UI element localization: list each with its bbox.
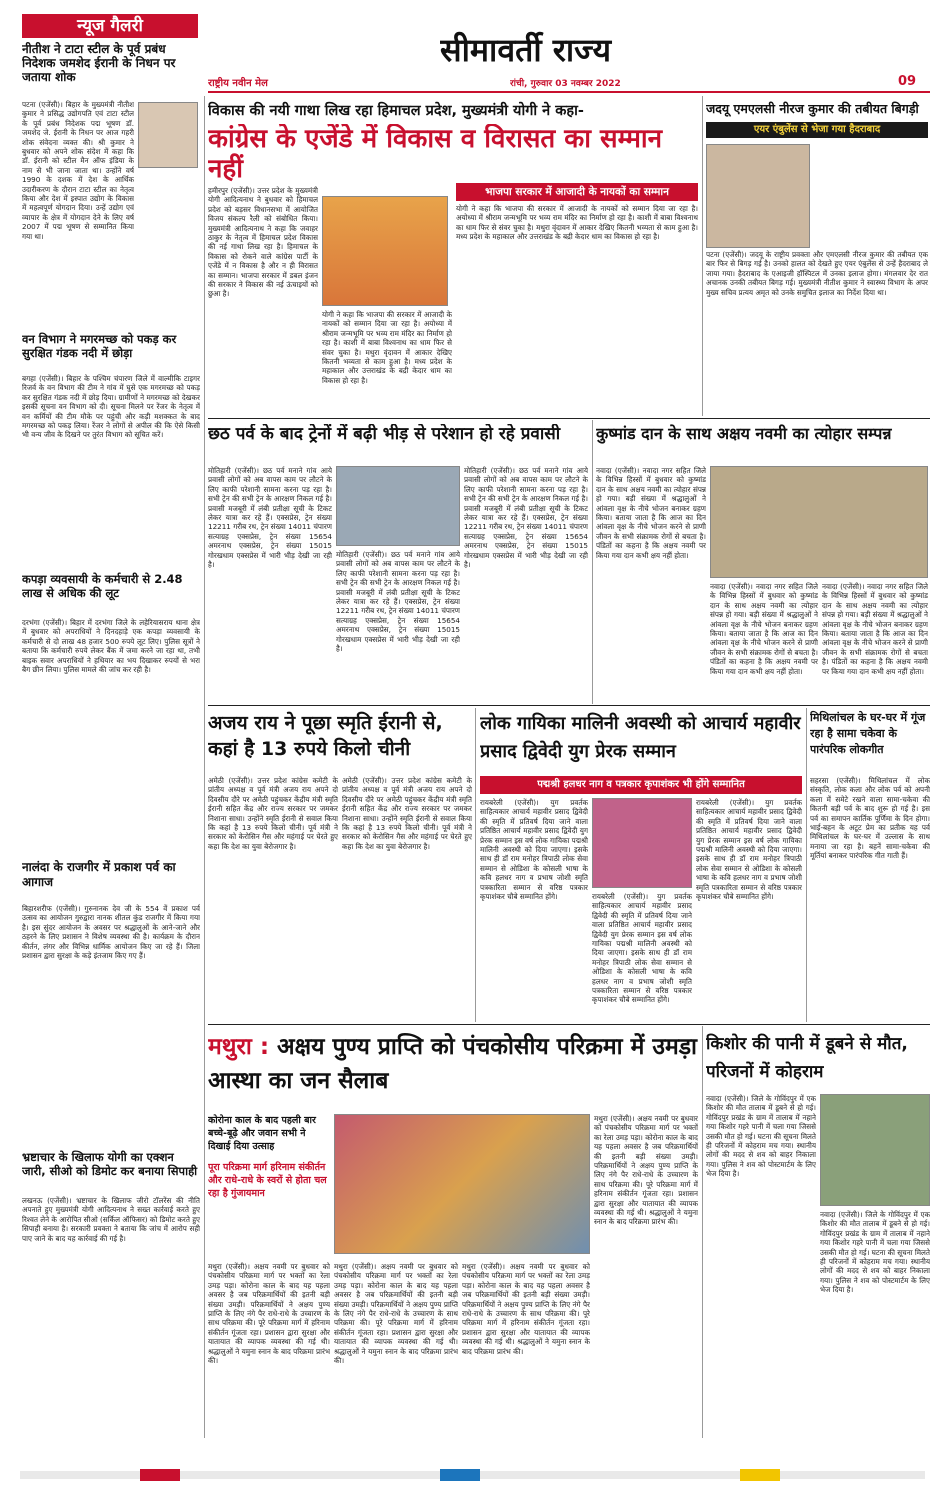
mathura-headline-text: अक्षय पुण्य प्राप्ति को पंचकोसीय परिक्रमा में उमड़ा आस्था का जन सैलाब <box>208 1034 697 1094</box>
row-rule-1 <box>208 418 930 419</box>
col-divider-3 <box>475 708 476 1022</box>
ajay-headline: अजय राय ने पूछा स्मृति ईरानी से, कहां है 13 रुपये किलो चीनी <box>208 712 443 760</box>
registration-marks <box>20 1467 925 1483</box>
malini-body-cont: रायबरेली (एजेंसी)। युग प्रवर्तक साहित्यकार आचार्य महावीर प्रसाद द्विवेदी की स्मृति में प्रतिवर्ष दिया जाने वाला प्रतिष्ठित आचार्य महावीर प्रसाद द्विवेदी युग प्रेरक सम्मान इस वर्ष लोक गायिका पद्मश्री मालिनी अवस्थी को दिया जाएगा। इसके साथ ही डॉ राम मनोहर त्रिपाठी लोक सेवा सम्मान से ओडिशा के कोसली भाषा के कवि हलधर नाग व प्रभाष जोशी स्मृति पत्रकारिता सम्मान से वरिष्ठ पत्रकार कृपाशंकर चौबे सम्मानित होंगे। <box>592 892 692 1005</box>
row-rule-3 <box>208 1024 930 1025</box>
mathura-headline-place: मथुरा : <box>208 1034 270 1060</box>
malini-body-col3: रायबरेली (एजेंसी)। युग प्रवर्तक साहित्यकार आचार्य महावीर प्रसाद द्विवेदी की स्मृति में प्रतिवर्ष दिया जाने वाला प्रतिष्ठित आचार्य महावीर प्रसाद द्विवेदी युग प्रेरक सम्मान इस वर्ष लोक गायिका पद्मश्री मालिनी अवस्थी को दिया जाएगा। इसके साथ ही डॉ राम मनोहर त्रिपाठी लोक सेवा सम्मान से ओडिशा के कोसली भाषा के कवि हलधर नाग व प्रभाष जोशी स्मृति पत्रकारिता सम्मान से वरिष्ठ पत्रकार कृपाशंकर चौबे सम्मानित होंगे। <box>696 798 802 902</box>
mathura-body: मथुरा (एजेंसी)। अक्षय नवमी पर बुधवार को पंचकोसीय परिक्रमा मार्ग पर भक्तों का रेला उमड़ पड़ा। कोरोना काल के बाद यह पहला अवसर है जब परिक्रमार्थियों की इतनी बड़ी संख्या उमड़ी। परिक्रमार्थियों ने अक्षय पुण्य प्राप्ति के लिए नंगे पैर राधे-राधे के उच्चारण के साथ परिक्रमा की। पूरे परिक्रमा मार्ग में हरिनाम संकीर्तन गूंजता रहा। प्रशासन द्वारा सुरक्षा और यातायात की व्यापक व्यवस्था की गई थी। श्रद्धालुओं ने यमुना स्नान के बाद परिक्रमा प्रारंभ की। <box>208 1262 330 1366</box>
malini-subhead: पद्मश्री हलधर नाग व पत्रकार कृपाशंकर भी होंगे सम्मानित <box>480 776 802 794</box>
neeraj-body: पटना (एजेंसी)। जदयू के राष्ट्रीय प्रवक्ता और एमएलसी नीरज कुमार की तबीयत एक बार फिर से बिगड़ गई है। उनको हालत को देखते हुए एयर एंबुलेंस से उन्हें हैदराबाद ले जाया गया। हैदराबाद के एआइजी हॉस्पिटल में उनका इलाज होगा। मंगलवार देर रात अचानक उनकी तबीयत बिगड़ गई। मुख्यमंत्री नीतीश कुमार ने स्वास्थ्य विभाग के अपर मुख्य सचिव प्रत्यय अमृत को उनके समुचित इलाज का निर्देश दिया था। <box>706 250 928 297</box>
lead-body-cont: योगी ने कहा कि भाजपा की सरकार में आजादी के नायकों को सम्मान दिया जा रहा है। अयोध्या में श्रीराम जन्मभूमि पर भव्य राम मंदिर का निर्माण हो रहा है। काशी में बाबा विश्वनाथ का धाम फिर से संवर चुका है। मथुरा वृंदावन में आकार देखिए कितनी भव्यता से काम हुआ है। मध्य प्रदेश के महाकाल और उत्तराखंड के बद्री केदार धाम का विकास हो रहा है। <box>322 310 452 385</box>
navami-body: नवादा (एजेंसी)। नवादा नगर सहित जिले के विभिन्न हिस्सों में बुधवार को कुष्मांड दान के साथ अक्षय नवमी का त्योहार संपन्न हो गया। बड़ी संख्या में श्रद्धालुओं ने आंवला वृक्ष के नीचे भोजन बनाकर ग्रहण किया। बताया जाता है कि आज का दिन आंवला वृक्ष के नीचे भोजन करने से प्राणी जीवन के सभी संक्रामक रोगों से बचता है। पंडितों का कहना है कि अक्षय नवमी पर किया गया दान कभी क्षय नहीं होता। <box>596 466 706 560</box>
mathura-body-col4: मथुरा (एजेंसी)। अक्षय नवमी पर बुधवार को पंचकोसीय परिक्रमा मार्ग पर भक्तों का रेला उमड़ पड़ा। कोरोना काल के बाद यह पहला अवसर है जब परिक्रमार्थियों की इतनी बड़ी संख्या उमड़ी। परिक्रमार्थियों ने अक्षय पुण्य प्राप्ति के लिए नंगे पैर राधे-राधे के उच्चारण के साथ परिक्रमा की। पूरे परिक्रमा मार्ग में हरिनाम संकीर्तन गूंजता रहा। प्रशासन द्वारा सुरक्षा और यातायात की व्यापक व्यवस्था की गई थी। श्रद्धालुओं ने यमुना स्नान के बाद परिक्रमा प्रारंभ की। <box>594 1114 698 1227</box>
ajay-body-cont: अमेठी (एजेंसी)। उत्तर प्रदेश कांग्रेस कमेटी के प्रांतीय अध्यक्ष व पूर्व मंत्री अजय राय अपने दो दिवसीय दौरे पर अमेठी पहुंचकर केंद्रीय मंत्री स्मृति ईरानी सहित केंद्र और राज्य सरकार पर जमकर निशाना साधा। उन्होंने स्मृति ईरानी से सवाल किया कि कहां है 13 रुपये किलो चीनी। पूर्व मंत्री ने सरकार को केरोसिन गैस और महंगाई पर घेरते हुए कहा कि देश का युवा बेरोजगार है। <box>342 776 472 851</box>
sidebar-story1-title: नीतीश ने टाटा स्टील के पूर्व प्रबंध निदेशक जमशेद ईरानी के निधन पर जताया शोक <box>22 42 176 84</box>
mathura-body-col2: मथुरा (एजेंसी)। अक्षय नवमी पर बुधवार को पंचकोसीय परिक्रमा मार्ग पर भक्तों का रेला उमड़ पड़ा। कोरोना काल के बाद यह पहला अवसर है जब परिक्रमार्थियों की इतनी बड़ी संख्या उमड़ी। परिक्रमार्थियों ने अक्षय पुण्य प्राप्ति के लिए नंगे पैर राधे-राधे के उच्चारण के साथ परिक्रमा की। पूरे परिक्रमा मार्ग में हरिनाम संकीर्तन गूंजता रहा। प्रशासन द्वारा सुरक्षा और यातायात की व्यापक व्यवस्था की गई थी। श्रद्धालुओं ने यमुना स्नान के बाद परिक्रमा प्रारंभ की। <box>334 1262 458 1366</box>
page-number: 09 <box>898 74 917 89</box>
nitish-photo <box>138 102 198 168</box>
col-divider-2 <box>592 420 593 704</box>
sidebar-divider <box>204 96 205 1438</box>
chhath-body-cont: मोतिहारी (एजेंसी)। छठ पर्व मनाने गांव आये प्रवासी लोगों को अब वापस काम पर लौटने के लिए काफी परेशानी सामना करना पड़ रहा है। सभी ट्रेन की सभी ट्रेन के आरक्षण निकल गई है। प्रवासी मजबूरी में लंबी प्रतीक्षा सूची के टिकट लेकर यात्रा कर रहे हैं। एक्सप्रेस, ट्रेन संख्या 12211 गरीब रथ, ट्रेन संख्या 14011 चंपारण सत्याग्रह एक्सप्रेस, ट्रेन संख्या 15654 अमरनाथ एक्सप्रेस, ट्रेन संख्या 15015 गोरखधाम एक्सप्रेस में भारी भीड़ देखी जा रही है। <box>336 550 460 654</box>
sidebar-story1-body: पटना (एजेंसी)। बिहार के मुख्यमंत्री नीतीश कुमार ने प्रसिद्ध उद्योगपति एवं टाटा स्टील के पूर्व प्रबंध निदेशक पद्म भूषण डॉ. जमशेद जे. ईरानी के निधन पर आज गहरी शोक संवेदना व्यक्त की। श्री कुमार ने बुधवार को अपने शोक संदेश में कहा कि डॉ. ईरानी को स्टील मैन ऑफ इंडिया के नाम से भी जाना जाता था। उन्होंने वर्ष 1990 के दशक में देश के आर्थिक उदारीकरण के दौरान टाटा स्टील का नेतृत्व किया और देश में इस्पात उद्योग के विकास में महत्वपूर्ण योगदान दिया। उन्हें उद्योग एवं व्यापार के क्षेत्र में योगदान देने के लिए वर्ष 2007 में पद्म भूषण से सम्मानित किया गया था। <box>22 100 134 241</box>
sidebar-story2-body: बगहा (एजेंसी)। बिहार के पश्चिम चंपारण जिले में वाल्मीकि टाइगर रिजर्व के वन विभाग की टीम ने गांव में घुसे एक मगरमच्छ को पकड़ कर सुरक्षित गंडक नदी में छोड़ दिया। ग्रामीणों ने मगरमच्छ को देखकर इसकी सूचना वन विभाग को दी। सूचना मिलने पर रेंजर के नेतृत्व में वन कर्मियों की टीम मौके पर पहुंची और कड़ी मशक्कत के बाद मगरमच्छ को पकड़ लिया। रेंजर ने लोगों से अपील की कि ऐसे किसी भी वन्य जीव के दिखने पर तुरंत विभाग को सूचित करें। <box>22 374 200 440</box>
neeraj-subhead: एयर एंबुलेंस से भेजा गया हैदराबाद <box>706 122 928 138</box>
mithila-body: सहरसा (एजेंसी)। मिथिलांचल में लोक संस्कृति, लोक कला और लोक पर्व को अपनी कला में समेटे रखने वाला सामा-चकेवा की कितनी बड़ी पर्व के बाद शुरू हो गई है। इस पर्व का समापन कार्तिक पूर्णिमा के दिन होगा। भाई-बहन के अटूट प्रेम का प्रतीक यह पर्व मिथिलांचल के घर-घर में उल्लास के साथ मनाया जा रहा है। बहनें सामा-चकेवा की मूर्तियां बनाकर पारंपरिक गीत गाती हैं। <box>810 776 930 861</box>
lead-body2: योगी ने कहा कि भाजपा की सरकार में आजादी के नायकों को सम्मान दिया जा रहा है। अयोध्या में श्रीराम जन्मभूमि पर भव्य राम मंदिर का निर्माण हो रहा है। काशी में बाबा विश्वनाथ का धाम फिर से संवर चुका है। मथुरा वृंदावन में आकार देखिए कितनी भव्यता से काम हुआ है। मध्य प्रदेश के महाकाल और उत्तराखंड के बद्री केदार धाम का विकास हो रहा है। <box>456 204 698 242</box>
yogi-photo <box>322 196 448 306</box>
lead-kicker: विकास की नयी गाथा लिख रहा हिमाचल प्रदेश, मुख्यमंत्री योगी ने कहा- <box>208 103 584 119</box>
chhath-photo <box>336 466 460 546</box>
lead-body: हमीरपुर (एजेंसी)। उत्तर प्रदेश के मुख्यमंत्री योगी आदित्यनाथ ने बुधवार को हिमाचल प्रदेश को बड़सर विधानसभा में आयोजित विजय संकल्प रैली को संबोधित किया। मुख्यमंत्री आदित्यनाथ ने कहा कि जवाहर ठाकुर के नेतृत्व में हिमाचल प्रदेश विकास की नई गाथा लिख रहा है। हिमाचल के विकास को रोकने वाले कांग्रेस पार्टी के एजेंडे में न विकास है और न ही विरासत का सम्मान। भाजपा सरकार में डबल इंजन की सरकार ने विकास की नई ऊंचाइयों को छुआ है। <box>208 186 318 299</box>
row-rule-2 <box>208 705 930 706</box>
mithila-headline: मिथिलांचल के घर-घर में गूंज रहा है सामा चकेवा के पारंपरिक लोकगीत <box>810 711 926 756</box>
navami-photo <box>710 466 928 578</box>
mathura-bullets <box>208 1114 330 1254</box>
malini-photo <box>592 798 692 888</box>
news-gallery-label: न्यूज गैलरी <box>22 14 198 38</box>
sidebar-story4-body: बिहारशरीफ (एजेंसी)। गुरुनानक देव जी के 554 वें प्रकाश पर्व उत्सव का आयोजन गुरुद्वारा नानक शीतल कुंड राजगीर में किया गया है। इस सुंदर आयोजन के अवसर पर श्रद्धालुओं के आने-जाने और ठहरने के लिए प्रशासन ने विशेष व्यवस्था की है। कार्यक्रम के दौरान कीर्तन, लंगर और विभिन्न धार्मिक आयोजन किए जा रहे हैं। जिला प्रशासन द्वारा सुरक्षा के कड़े इंतजाम किए गए हैं। <box>22 904 200 961</box>
mathura-headline <box>208 1030 698 1110</box>
section-title: सीमावर्ती राज्य <box>440 31 612 69</box>
col-divider-5 <box>702 1026 703 1438</box>
col-divider-1 <box>702 96 703 416</box>
navami-body-col3: नवादा (एजेंसी)। नवादा नगर सहित जिले के विभिन्न हिस्सों में बुधवार को कुष्मांड दान के साथ अक्षय नवमी का त्योहार संपन्न हो गया। बड़ी संख्या में श्रद्धालुओं ने आंवला वृक्ष के नीचे भोजन बनाकर ग्रहण किया। बताया जाता है कि आज का दिन आंवला वृक्ष के नीचे भोजन करने से प्राणी जीवन के सभी संक्रामक रोगों से बचता है। पंडितों का कहना है कि अक्षय नवमी पर किया गया दान कभी क्षय नहीं होता। <box>822 582 928 676</box>
chhath-headline: छठ पर्व के बाद ट्रेनों में बढ़ी भीड़ से परेशान हो रहे प्रवासी <box>208 424 561 444</box>
sidebar-story5-body: लखनऊ (एजेंसी)। भ्रष्टाचार के खिलाफ जीरो टॉलरेंस की नीति अपनाते हुए मुख्यमंत्री योगी आदित्यनाथ ने सख्त कार्रवाई करते हुए रिश्वत लेने के आरोपित सीओ (सर्किल ऑफिसर) को डिमोट करते हुए सिपाही बनाया है। सरकारी प्रवक्ता ने बताया कि जांच में आरोप सही पाए जाने के बाद यह कार्रवाई की गई है। <box>22 1196 200 1243</box>
malini-headline: लोक गायिका मालिनी अवस्थी को आचार्य महावीर प्रसाद द्विवेदी युग प्रेरक सम्मान <box>480 713 801 762</box>
kishore-headline: किशोर की पानी में डूबने से मौत, परिजनों में कोहराम <box>706 1034 908 1082</box>
sidebar-story4-title: नालंदा के राजगीर में प्रकाश पर्व का आगाज <box>22 860 176 889</box>
kishore-photo <box>820 1094 930 1206</box>
neeraj-photo <box>706 144 810 248</box>
kishore-body-cont: नवादा (एजेंसी)। जिले के गोविंदपुर में एक किशोर की मौत तालाब में डूबने से हो गई। गोविंदपुर प्रखंड के ग्राम में तालाब में नहाने गया किशोर गहरे पानी में चला गया जिससे उसकी मौत हो गई। घटना की सूचना मिलते ही परिजनों में कोहराम मच गया। स्थानीय लोगों की मदद से शव को बाहर निकाला गया। पुलिस ने शव को पोस्टमार्टम के लिए भेज दिया है। <box>820 1210 930 1295</box>
navami-headline: कुष्मांड दान के साथ अक्षय नवमी का त्योहार सम्पन्न <box>596 424 892 443</box>
lead-headline: कांग्रेस के एजेंडे में विकास व विरासत का सम्मान नहीं <box>208 124 663 182</box>
chhath-body-col3: मोतिहारी (एजेंसी)। छठ पर्व मनाने गांव आये प्रवासी लोगों को अब वापस काम पर लौटने के लिए काफी परेशानी सामना करना पड़ रहा है। सभी ट्रेन की सभी ट्रेन के आरक्षण निकल गई है। प्रवासी मजबूरी में लंबी प्रतीक्षा सूची के टिकट लेकर यात्रा कर रहे हैं। एक्सप्रेस, ट्रेन संख्या 12211 गरीब रथ, ट्रेन संख्या 14011 चंपारण सत्याग्रह एक्सप्रेस, ट्रेन संख्या 15654 अमरनाथ एक्सप्रेस, ट्रेन संख्या 15015 गोरखधाम एक्सप्रेस में भारी भीड़ देखी जा रही है। <box>464 466 588 570</box>
brand-logo-text: राष्ट्रीय नवीन मेल <box>208 78 268 89</box>
mathura-bullet-1: कोरोना काल के बाद पहली बार बच्चे-बूढ़े और जवान सभी ने दिखाई दिया उत्साह <box>208 1115 316 1152</box>
chhath-body: मोतिहारी (एजेंसी)। छठ पर्व मनाने गांव आये प्रवासी लोगों को अब वापस काम पर लौटने के लिए काफी परेशानी सामना करना पड़ रहा है। सभी ट्रेन की सभी ट्रेन के आरक्षण निकल गई है। प्रवासी मजबूरी में लंबी प्रतीक्षा सूची के टिकट लेकर यात्रा कर रहे हैं। एक्सप्रेस, ट्रेन संख्या 12211 गरीब रथ, ट्रेन संख्या 14011 चंपारण सत्याग्रह एक्सप्रेस, ट्रेन संख्या 15654 अमरनाथ एक्सप्रेस, ट्रेन संख्या 15015 गोरखधाम एक्सप्रेस में भारी भीड़ देखी जा रही है। <box>208 466 332 570</box>
masthead-rule <box>208 91 930 93</box>
neeraj-headline: जदयू एमएलसी नीरज कुमार की तबीयत बिगड़ी <box>706 101 919 116</box>
kishore-body: नवादा (एजेंसी)। जिले के गोविंदपुर में एक किशोर की मौत तालाब में डूबने से हो गई। गोविंदपुर प्रखंड के ग्राम में तालाब में नहाने गया किशोर गहरे पानी में चला गया जिससे उसकी मौत हो गई। घटना की सूचना मिलते ही परिजनों में कोहराम मच गया। स्थानीय लोगों की मदद से शव को बाहर निकाला गया। पुलिस ने शव को पोस्टमार्टम के लिए भेज दिया है। <box>706 1094 816 1179</box>
sidebar-story5-title: भ्रष्टाचार के खिलाफ योगी का एक्शन जारी, सीओ को डिमोट कर बनाया सिपाही <box>22 1150 198 1178</box>
mathura-photo <box>334 1114 590 1254</box>
malini-body: रायबरेली (एजेंसी)। युग प्रवर्तक साहित्यकार आचार्य महावीर प्रसाद द्विवेदी की स्मृति में प्रतिवर्ष दिया जाने वाला प्रतिष्ठित आचार्य महावीर प्रसाद द्विवेदी युग प्रेरक सम्मान इस वर्ष लोक गायिका पद्मश्री मालिनी अवस्थी को दिया जाएगा। इसके साथ ही डॉ राम मनोहर त्रिपाठी लोक सेवा सम्मान से ओडिशा के कोसली भाषा के कवि हलधर नाग व प्रभाष जोशी स्मृति पत्रकारिता सम्मान से वरिष्ठ पत्रकार कृपाशंकर चौबे सम्मानित होंगे। <box>480 798 588 902</box>
sidebar-story3-body: दरभंगा (एजेंसी)। बिहार में दरभंगा जिले के लहेरियासराय थाना क्षेत्र में बुधवार को अपराधियों ने दिनदहाड़े एक कपड़ा व्यवसायी के कर्मचारी से दो लाख 48 हजार 500 रुपये लूट लिए। पुलिस सूत्रों ने बताया कि कर्मचारी रुपये लेकर बैंक में जमा करने जा रहा था, तभी बाइक सवार अपराधियों ने हथियार का भय दिखाकर रुपयों से भरा बैग छीन लिया। पुलिस मामले की जांच कर रही है। <box>22 618 200 675</box>
dateline: रांची, गुरुवार 03 नवम्बर 2022 <box>510 79 621 89</box>
mathura-body-col3: मथुरा (एजेंसी)। अक्षय नवमी पर बुधवार को पंचकोसीय परिक्रमा मार्ग पर भक्तों का रेला उमड़ पड़ा। कोरोना काल के बाद यह पहला अवसर है जब परिक्रमार्थियों की इतनी बड़ी संख्या उमड़ी। परिक्रमार्थियों ने अक्षय पुण्य प्राप्ति के लिए नंगे पैर राधे-राधे के उच्चारण के साथ परिक्रमा की। पूरे परिक्रमा मार्ग में हरिनाम संकीर्तन गूंजता रहा। प्रशासन द्वारा सुरक्षा और यातायात की व्यापक व्यवस्था की गई थी। श्रद्धालुओं ने यमुना स्नान के बाद परिक्रमा प्रारंभ की। <box>462 1262 590 1356</box>
ajay-body: अमेठी (एजेंसी)। उत्तर प्रदेश कांग्रेस कमेटी के प्रांतीय अध्यक्ष व पूर्व मंत्री अजय राय अपने दो दिवसीय दौरे पर अमेठी पहुंचकर केंद्रीय मंत्री स्मृति ईरानी सहित केंद्र और राज्य सरकार पर जमकर निशाना साधा। उन्होंने स्मृति ईरानी से सवाल किया कि कहां है 13 रुपये किलो चीनी। पूर्व मंत्री ने सरकार को केरोसिन गैस और महंगाई पर घेरते हुए कहा कि देश का युवा बेरोजगार है। <box>208 776 338 851</box>
col-divider-4 <box>806 708 807 1022</box>
sidebar-story3-title: कपड़ा व्यवसायी के कर्मचारी से 2.48 लाख से अधिक की लूट <box>22 572 183 600</box>
navami-body-cont: नवादा (एजेंसी)। नवादा नगर सहित जिले के विभिन्न हिस्सों में बुधवार को कुष्मांड दान के साथ अक्षय नवमी का त्योहार संपन्न हो गया। बड़ी संख्या में श्रद्धालुओं ने आंवला वृक्ष के नीचे भोजन बनाकर ग्रहण किया। बताया जाता है कि आज का दिन आंवला वृक्ष के नीचे भोजन करने से प्राणी जीवन के सभी संक्रामक रोगों से बचता है। पंडितों का कहना है कि अक्षय नवमी पर किया गया दान कभी क्षय नहीं होता। <box>710 582 818 676</box>
sidebar-story2-title: वन विभाग ने मगरमच्छ को पकड़ कर सुरक्षित गंडक नदी में छोड़ा <box>22 332 177 360</box>
lead-subhead: भाजपा सरकार में आजादी के नायकों का सम्मान <box>456 183 698 201</box>
mathura-bullet-2: पूरा परिक्रमा मार्ग हरिनाम संकीर्तन और राधे-राधे के स्वरों से होता चल रहा है गुंजायमान <box>208 1162 327 1199</box>
